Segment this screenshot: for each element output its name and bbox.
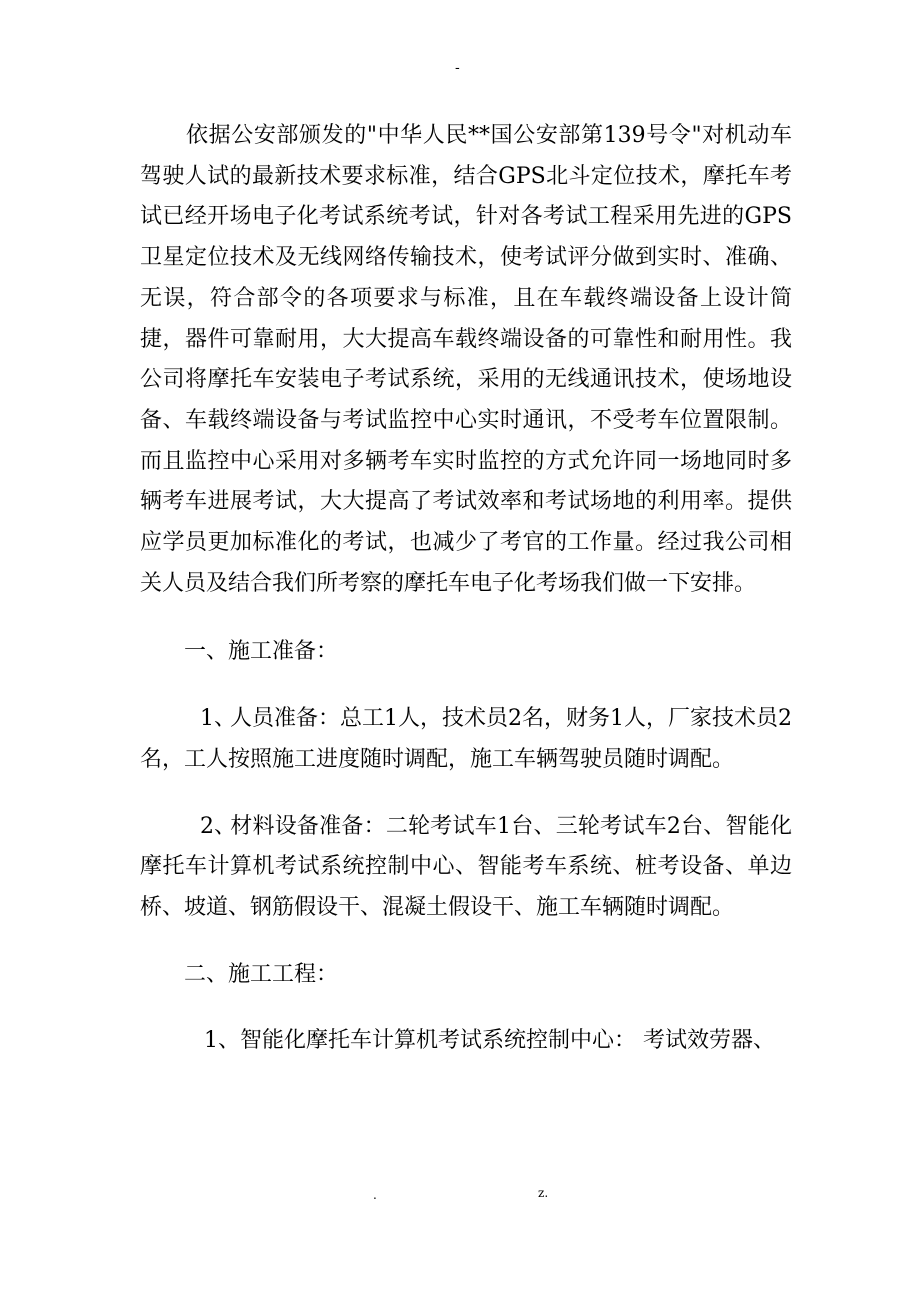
list-item-personnel [140, 699, 792, 780]
spacer [140, 673, 792, 699]
list-item-number: 2、 [200, 813, 236, 839]
spacer [140, 995, 792, 1021]
page-header-mark: - [455, 60, 460, 76]
spacer [140, 781, 792, 807]
page-footer-right-mark: z. [538, 1186, 549, 1200]
list-item-text: 人员准备：总工1人，技术员2名，财务1人，厂家技术员2名，工人按照施工进度随时调配，施工车辆驾驶员随时调配。 [140, 706, 792, 772]
list-item-number: 1、 [200, 706, 236, 732]
spacer [140, 929, 792, 955]
section-heading-preparation: 一、施工准备： [184, 639, 339, 665]
document-body [140, 116, 792, 1062]
list-item-text: 材料设备准备：二轮考试车1台、三轮考试车2台、智能化摩托车计算机考试系统控制中心、智能考车系统、桩考设备、单边桥、坡道、钢筋假设干、混凝土假设干、施工车辆随时调配。 [140, 813, 792, 920]
intro-paragraph: 依据公安部颁发的"中华人民**国公安部第139号令"对机动车驾驶人试的最新技术要求标准，结合GPS北斗定位技术，摩托车考试已经开场电子化考试系统考试，针对各考试工程采用先进的GPS卫星定位技术及无线网络传输技术，使考试评分做到实时、准确、无误，符合部令的各项要求与标准，且在车载终端设备上设计简捷，器件可靠耐用，大大提高车载终端设备的可靠性和耐用性。我公司将摩托车安装电子考试系统，采用的无线通讯技术，使场地设备、车载终端设备与考试监控中心实时通讯，不受考车位置限制。而且监控中心采用对多辆考车实时监控的方式允许同一场地同时多辆考车进展考试，大大提高了考试效率和考试场地的利用率。提供应学员更加标准化的考试，也减少了考官的工作量。经过我公司相关人员及结合我们所考察的摩托车电子化考场我们做一下安排。 [140, 123, 792, 596]
page-footer-left-mark: . [373, 1188, 377, 1202]
list-item-control-center: 1、智能化摩托车计算机考试系统控制中心： 考试效劳器、 [204, 1028, 775, 1054]
section-heading-construction: 二、施工工程： [184, 961, 339, 987]
list-item-materials [140, 807, 792, 929]
spacer [140, 604, 792, 632]
